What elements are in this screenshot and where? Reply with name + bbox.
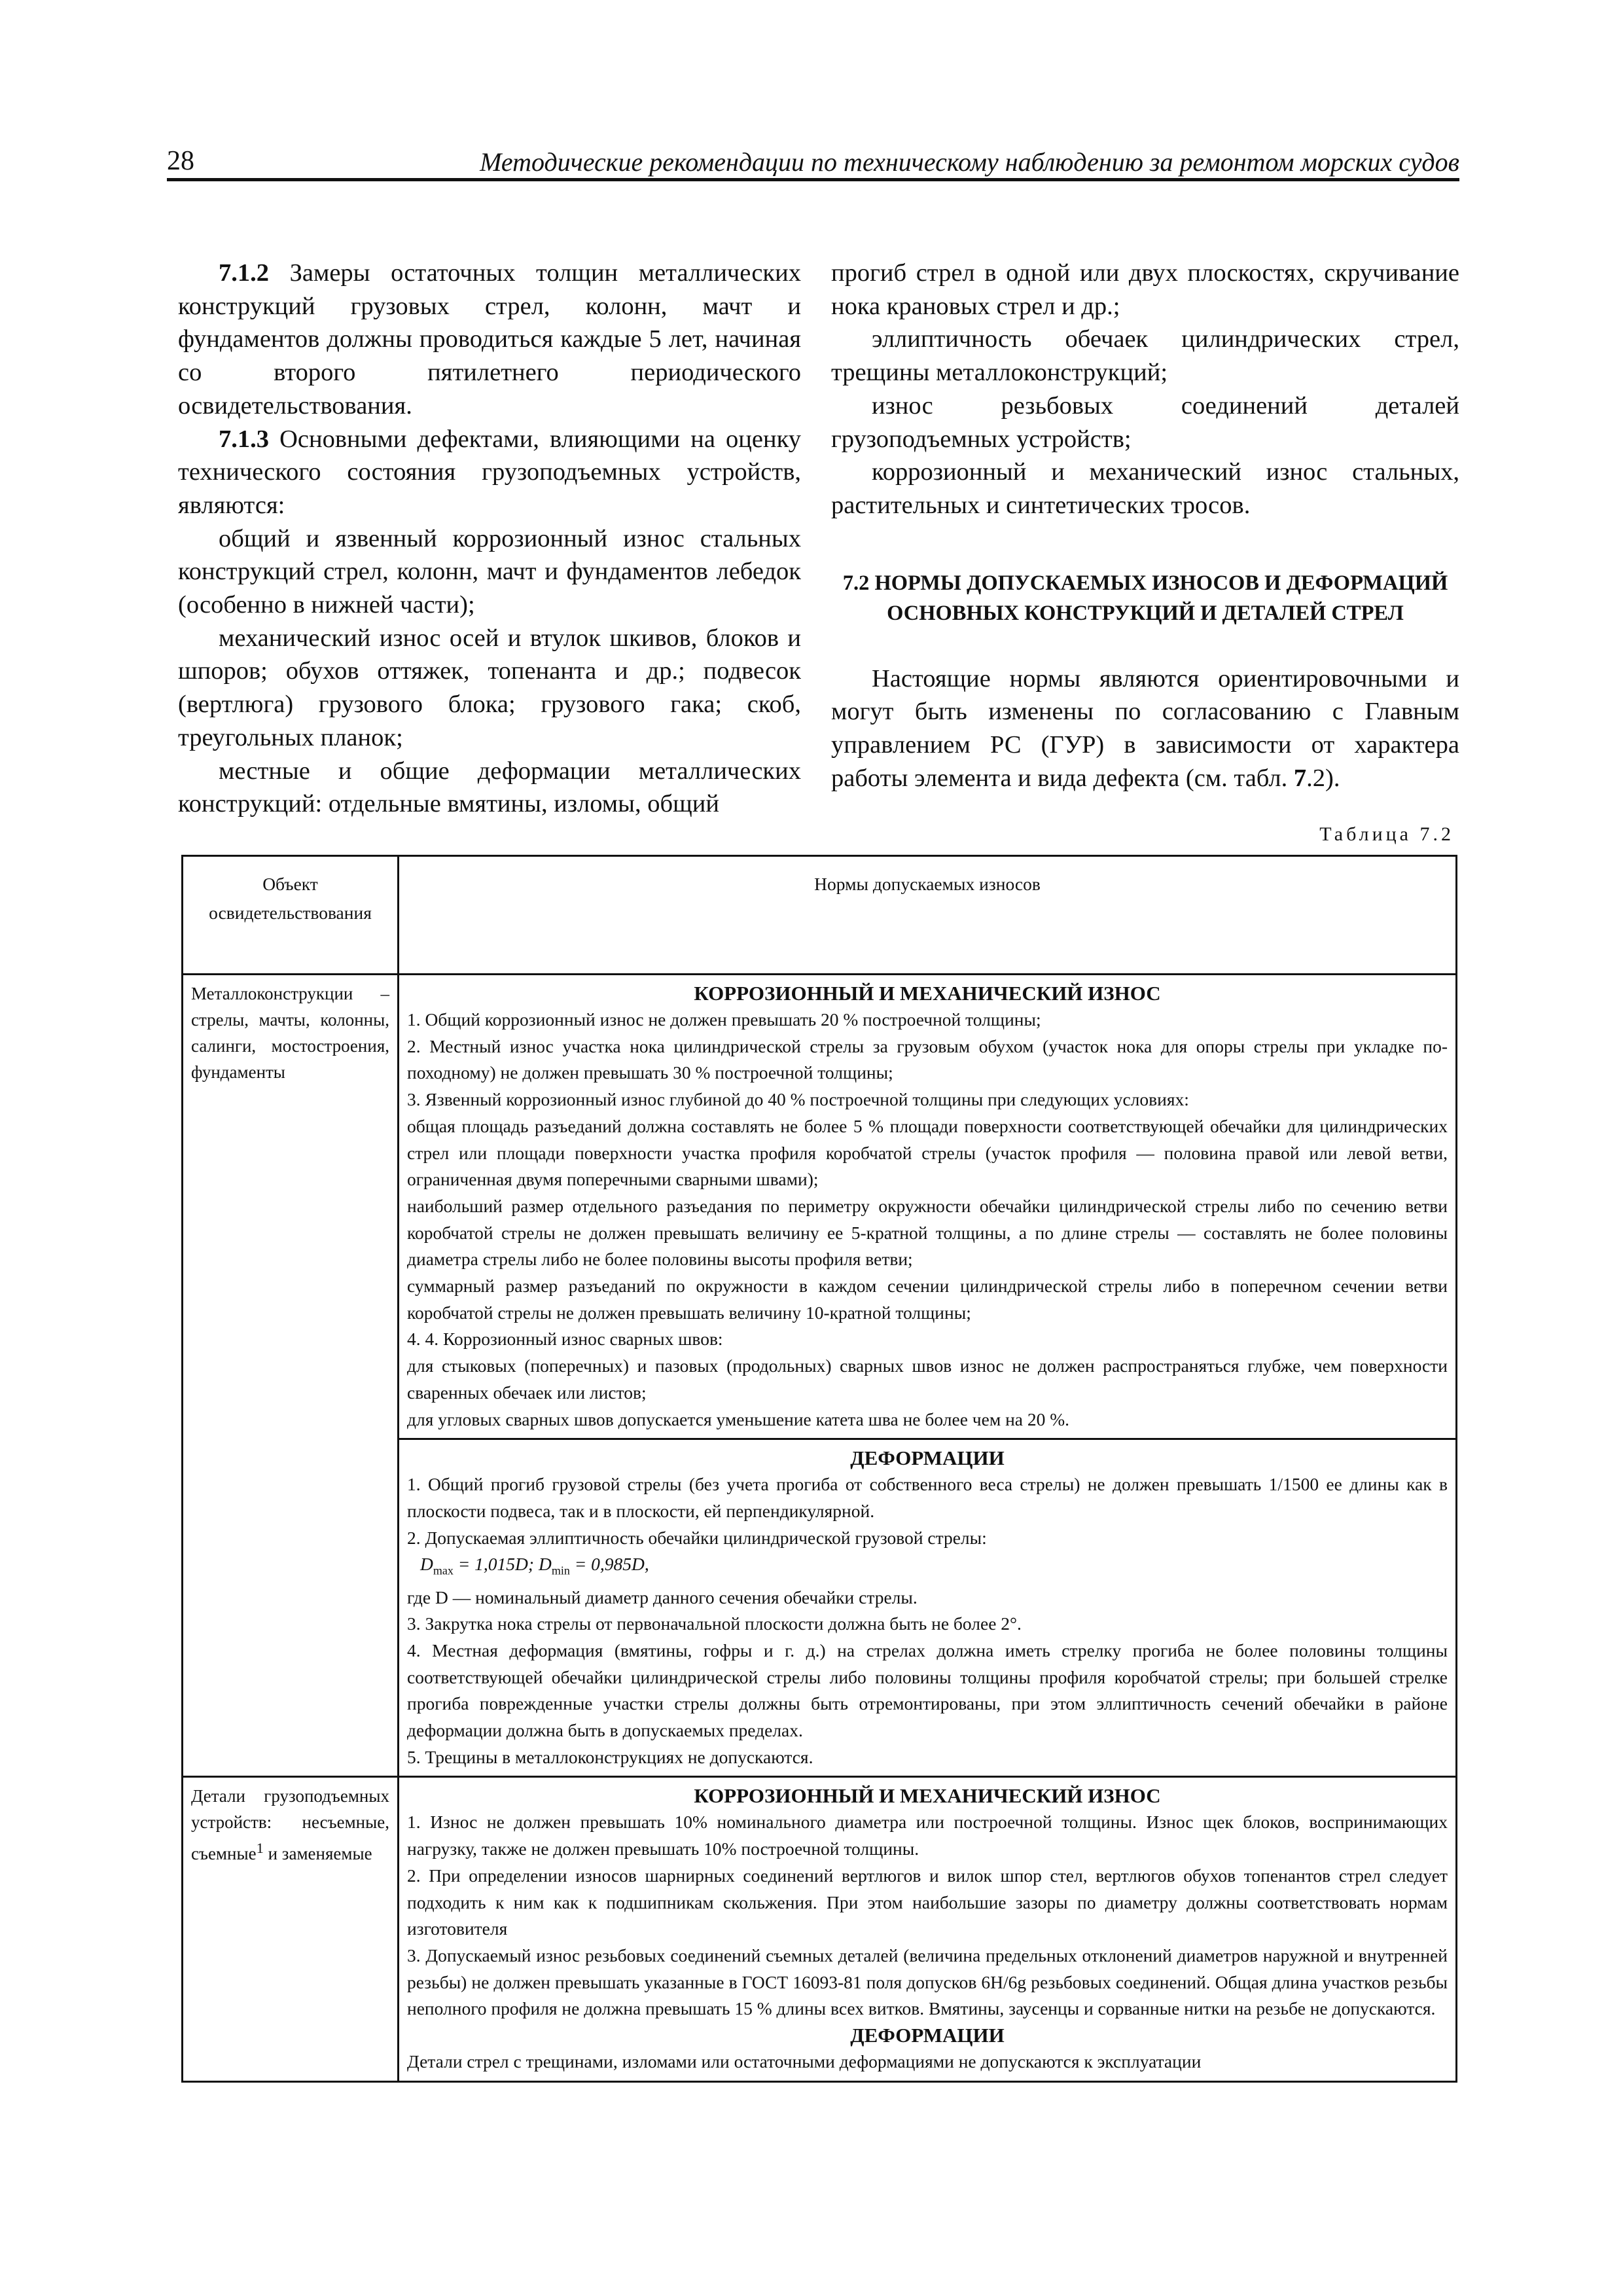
norm-item: 3. Закрутка нока стрелы от первоначальной плоскости должна быть не более 2°. [407, 1613, 1022, 1634]
footnote-mark: 1 [256, 1840, 264, 1857]
block-title: ДЕФОРМАЦИИ [850, 2024, 1005, 2047]
norm-item: 1. Общий коррозионный износ не должен превышать 20 % построечной толщины; [407, 1009, 1041, 1030]
table-ref: 7 [1293, 764, 1307, 792]
norm-item: 2. Допускаемая эллиптичность обечайки цилиндрической грузовой стрелы: [407, 1527, 987, 1548]
table-header-row [183, 856, 1457, 975]
clause-number: 7.1.3 [219, 425, 269, 453]
formula-part: D [420, 1554, 433, 1575]
intro-text: Настоящие нормы являются ориентировочными и могут быть изменены по согласованию с Главным управлением РС (ГУР) в зависимости от характера работы элемента и вида дефекта (см. табл. [831, 664, 1459, 792]
norm-subitem: суммарный размер разъеданий по окружности в каждом сечении цилиндрической стрелы либо в поперечном сечении ветви коробчатой стрелы не должен превышать величину 10-кратной толщины; [407, 1276, 1448, 1323]
norm-item: 3. Допускаемый износ резьбовых соединений съемных деталей (величина предельных отклонений диаметров наружной и внутренней резьбы) не должен превышать указанные в ГОСТ 16093-81 поля допусков 6H/6g резьбовых соединений. Общая длина участков резьбы неполного профиля не должна превышать 15 % длины всех витков. Вмятины, заусенцы и сорванные нитки на резьбе не допускаются. [407, 1945, 1448, 2019]
intro-paragraph [831, 662, 1459, 795]
norm-subitem: общая площадь разъеданий должна составлять не более 5 % площади поверхности соответствующей обечайки для цилиндрических стрел или площади поверхности участка профиля коробчатой стрелы (участок профиля — половина правой или левой ветви, ограниченная двумя поперечными сварными швами); [407, 1115, 1448, 1190]
norms-cell-parts [399, 1777, 1457, 2081]
page-header [167, 144, 1459, 181]
defect-item: общий и язвенный коррозионный износ стальных конструкций стрел, колонн, мачт и фундаментов лебедок (особенно в нижней части); [178, 524, 801, 619]
norm-item: 4. Местная деформация (вмятины, гофры и г. д.) на стрелах должна иметь стрелку прогиба не более половины толщины соответствующей обечайки цилиндрической стрелы либо половины толщины профиля коробчатой стрелы; при большей стрелке прогиба поврежденные участки стрелы должны быть отремонтированы, при этом эллиптичность сечений обечайки в районе деформации должна быть в допускаемых пределах. [407, 1640, 1448, 1741]
formula-subscript: min [551, 1564, 570, 1577]
object-cell [183, 1777, 399, 2081]
formula-part: = 0,985D, [569, 1554, 649, 1575]
formula-part: = 1,015D; D [453, 1554, 552, 1575]
clause-number: 7.1.2 [219, 259, 269, 287]
norms-cell-deformation [399, 1439, 1457, 1777]
section-heading-line: 7.2 НОРМЫ ДОПУСКАЕМЫХ ИЗНОСОВ И ДЕФОРМАЦИЙ [842, 571, 1448, 595]
norm-subitem: для стыковых (поперечных) и пазовых (продольных) сварных швов износ не должен распространяться глубже, чем поверхности сваренных обечаек или листов; [407, 1355, 1448, 1403]
column-header-object: Объект освидетельствования [183, 856, 399, 975]
running-title: Методические рекомендации по техническому наблюдению за ремонтом морских судов [480, 147, 1459, 177]
block-title: КОРРОЗИОННЫЙ И МЕХАНИЧЕСКИЙ ИЗНОС [694, 1784, 1161, 1808]
norm-item: Детали стрел с трещинами, изломами или остаточными деформациями не допускаются к эксплуатации [407, 2051, 1202, 2072]
norm-item: 5. Трещины в металлоконструкциях не допускаются. [407, 1746, 813, 1767]
table-row [183, 1777, 1457, 2081]
norm-item: 4. 4. Коррозионный износ сварных швов: [407, 1329, 723, 1350]
norm-item: 1. Общий прогиб грузовой стрелы (без учета прогиба от собственного веса стрелы) не должен превышать 1/1500 ее длины как в плоскости подвеса, так и в плоскости, ей перпендикулярной. [407, 1474, 1448, 1521]
defect-item: механический износ осей и втулок шкивов, блоков и шпоров; обухов оттяжек, топенанта и др.; подвесок (вертлюга) грузового блока; грузового гака; скоб, треугольных планок; [178, 624, 801, 751]
norms-table [181, 855, 1457, 2083]
paragraph-text: Замеры остаточных толщин металлических конструкций грузовых стрел, колонн, мачт и фундаментов должны проводиться каждые 5 лет, начиная со второго пятилетнего периодического освидетельствования. [178, 259, 801, 420]
norm-note: где D — номинальный диаметр данного сечения обечайки стрелы. [407, 1587, 918, 1607]
table-row [183, 975, 1457, 1439]
intro-text-end: .2). [1306, 764, 1340, 792]
right-column [831, 257, 1459, 795]
paragraph-7-1-3 [178, 423, 801, 522]
defect-item: коррозионный и механический износ стальных, растительных и синтетических тросов. [831, 458, 1459, 519]
defect-item-continued: прогиб стрел в одной или двух плоскостях, скручивание нока крановых стрел и др.; [831, 259, 1459, 320]
section-heading [831, 568, 1459, 628]
formula-subscript: max [433, 1564, 454, 1577]
paragraph-7-1-2 [178, 257, 801, 423]
object-text: и заменяемые [263, 1844, 372, 1864]
norm-item: 1. Износ не должен превышать 10% номинального диаметра или построечной толщины. Износ щек блоков, воспринимающих нагрузку, также не должен превышать 10% построечной толщины. [407, 1812, 1448, 1859]
block-title: КОРРОЗИОННЫЙ И МЕХАНИЧЕСКИЙ ИЗНОС [694, 982, 1161, 1005]
norm-item: 2. При определении износов шарнирных соединений вертлюгов и вилок шпор стел, вертлюгов обухов топенантов стрел следует подходить к ним как к подшипникам скольжения. При этом наибольшие зазоры по диаметру должны соответствовать нормам изготовителя [407, 1865, 1448, 1939]
block-title: ДЕФОРМАЦИИ [850, 1446, 1005, 1470]
defect-item: износ резьбовых соединений деталей грузоподъемных устройств; [831, 391, 1459, 453]
defect-item: местные и общие деформации металлических конструкций: отдельные вмятины, изломы, общий [178, 757, 801, 818]
norms-cell-corrosion [399, 975, 1457, 1439]
left-column [178, 257, 801, 821]
object-cell: Металлоконструкции – стрелы, мачты, колонны, салинги, мостостроения, фундаменты [183, 975, 399, 1777]
column-header-norms: Нормы допускаемых износов [399, 856, 1457, 975]
page-number: 28 [167, 146, 194, 176]
norm-item: 3. Язвенный коррозионный износ глубиной до 40 % построечной толщины при следующих условиях: [407, 1089, 1189, 1110]
paragraph-text: Основными дефектами, влияющими на оценку технического состояния грузоподъемных устройств, являются: [178, 425, 801, 519]
object-text: Детали грузоподъемных устройств: несъемные, съемные [191, 1786, 389, 1864]
norm-subitem: для угловых сварных швов допускается уменьшение катета шва не более чем на 20 %. [407, 1408, 1070, 1429]
table-caption: Таблица 7.2 [1319, 823, 1454, 845]
ellipticity-formula [420, 1551, 1448, 1584]
norm-subitem: наибольший размер отдельного разъедания по периметру окружности обечайки цилиндрической стрелы либо по сечению ветви коробчатой стрелы не должен превышать величину ее 5-кратной толщины, а по длине стрелы — составлять не более половины диаметра стрелы либо не более половины высоты профиля ветви; [407, 1195, 1448, 1270]
section-heading-line: ОСНОВНЫХ КОНСТРУКЦИЙ И ДЕТАЛЕЙ СТРЕЛ [887, 601, 1404, 625]
defect-item: эллиптичность обечаек цилиндрических стрел, трещины металлоконструкций; [831, 325, 1459, 387]
norm-item: 2. Местный износ участка нока цилиндрической стрелы за грузовым обухом (участок нока для опоры стрелы при укладке по-походному) не должен превышать 30 % построечной толщины; [407, 1035, 1448, 1083]
